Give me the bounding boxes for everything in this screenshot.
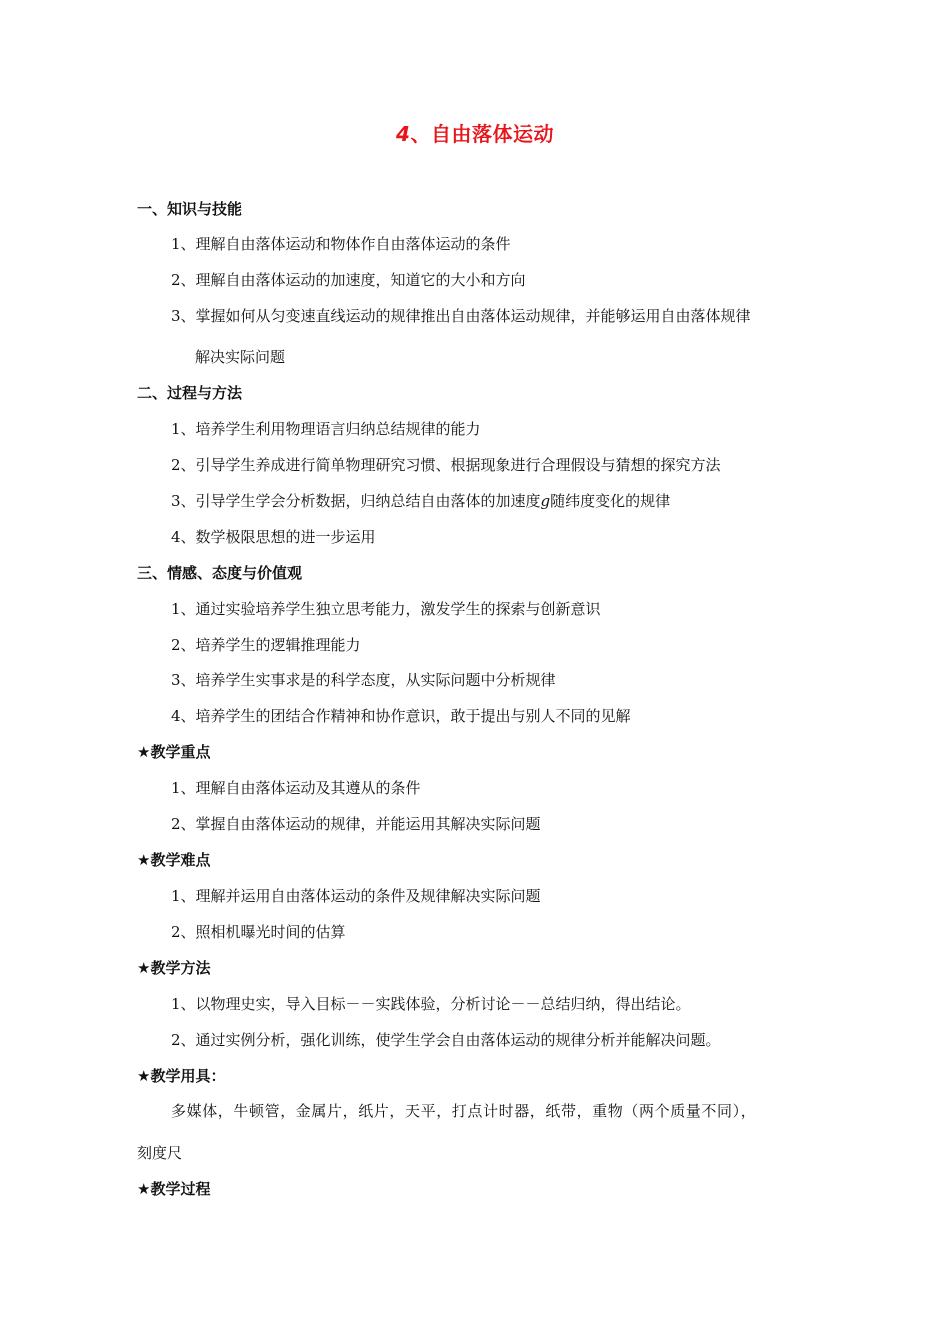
paragraph-continuation: 刻度尺 — [137, 1144, 183, 1162]
list-item: 2、掌握自由落体运动的规律，并能运用其解决实际问题 — [171, 815, 541, 833]
list-item: 2、通过实例分析，强化训练，使学生学会自由落体运动的规律分析并能解决问题。 — [171, 1031, 721, 1049]
list-item: 1、通过实验培养学生独立思考能力，激发学生的探索与创新意识 — [171, 600, 601, 618]
list-item: 4、培养学生的团结合作精神和协作意识，敢于提出与别人不同的见解 — [171, 707, 631, 725]
title-number: 4 — [396, 122, 411, 146]
list-item: 1、理解自由落体运动和物体作自由落体运动的条件 — [171, 235, 511, 253]
section-heading-process: 二、过程与方法 — [137, 384, 243, 402]
list-item: 1、培养学生利用物理语言归纳总结规律的能力 — [171, 420, 481, 438]
list-item: 4、数学极限思想的进一步运用 — [171, 528, 376, 546]
section-heading-key-points: ★教学重点 — [137, 743, 211, 761]
list-item — [171, 491, 670, 511]
section-heading-knowledge: 一、知识与技能 — [137, 200, 243, 218]
list-item: 1、理解并运用自由落体运动的条件及规律解决实际问题 — [171, 887, 541, 905]
section-heading-tools: ★教学用具： — [137, 1067, 226, 1085]
list-item: 2、照相机曝光时间的估算 — [171, 923, 346, 941]
section-heading-methods: ★教学方法 — [137, 959, 211, 977]
list-item: 1、以物理史实，导入目标－－实践体验，分析讨论－－总结归纳，得出结论。 — [171, 995, 691, 1013]
list-item-text: 随纬度变化的规律 — [550, 492, 671, 510]
title-text: 、自由落体运动 — [410, 122, 554, 146]
gravity-symbol: g — [540, 492, 551, 510]
list-item-continuation: 解决实际问题 — [195, 348, 286, 366]
section-heading-attitude: 三、情感、态度与价值观 — [137, 564, 303, 582]
section-heading-difficulties: ★教学难点 — [137, 851, 211, 869]
paragraph-text: 多媒体，牛顿管，金属片，纸片，天平，打点计时器，纸带，重物（两个质量不同）， — [171, 1102, 757, 1120]
list-item: 2、理解自由落体运动的加速度，知道它的大小和方向 — [171, 271, 526, 289]
list-item: 2、引导学生养成进行简单物理研究习惯、根据现象进行合理假设与猜想的探究方法 — [171, 456, 721, 474]
list-item-text: 3、引导学生学会分析数据，归纳总结自由落体的加速度 — [171, 492, 541, 510]
list-item: 3、培养学生实事求是的科学态度，从实际问题中分析规律 — [171, 671, 556, 689]
list-item: 1、理解自由落体运动及其遵从的条件 — [171, 779, 421, 797]
document-title — [0, 118, 950, 147]
list-item: 2、培养学生的逻辑推理能力 — [171, 636, 361, 654]
section-heading-process-steps: ★教学过程 — [137, 1180, 211, 1198]
list-item: 3、掌握如何从匀变速直线运动的规律推出自由落体运动规律，并能够运用自由落体规律 — [171, 307, 751, 325]
